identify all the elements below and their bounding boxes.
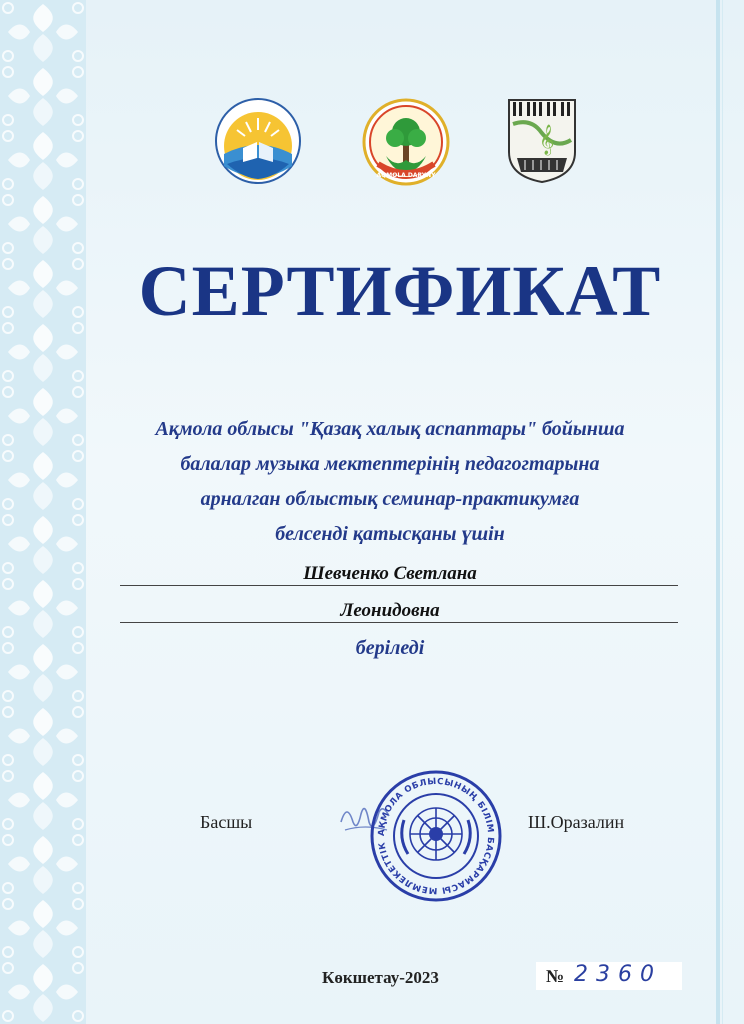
body-line-4: белсенді қатысқаны үшін (275, 523, 505, 545)
signer-role: Басшы (200, 812, 253, 832)
right-border-line (716, 0, 720, 1024)
right-border-line-thin (722, 0, 723, 1024)
education-department-logo (213, 96, 303, 186)
number-sign: № (546, 966, 565, 986)
certificate-title: СЕРТИФИКАТ (138, 251, 662, 331)
seal-ring-text: АҚМОЛА ОБЛЫСЫНЫҢ БІЛІМ БАСҚАРМАСЫ МЕМЛЕКЕТТІК (376, 776, 496, 896)
body-line-1: Ақмола облысы "Қазақ халық аспаптары" бойынша (155, 418, 625, 440)
recipient-name-line-1: Шевченко Светлана (303, 563, 477, 584)
place-year: Көкшетау-2023 (322, 968, 439, 987)
given-text: беріледі (355, 637, 425, 659)
svg-text:AQMOLA DARYNY: AQMOLA DARYNY (376, 172, 436, 179)
certificate-number: 2360 (574, 962, 662, 987)
state-seal (368, 768, 504, 904)
body-line-2: балалар музыка мектептерінің педагогтарына (180, 453, 600, 475)
body-line-3: арналган облыстық семинар-практикумға (200, 488, 580, 510)
name-underline-1 (120, 585, 678, 586)
music-school-logo (505, 96, 579, 184)
svg-text:𝄞: 𝄞 (539, 125, 555, 155)
signer-name: Ш.Оразалин (528, 812, 625, 832)
name-underline-2 (120, 622, 678, 623)
recipient-name-line-2: Леонидовна (340, 600, 440, 621)
akmola-daryny-logo (362, 98, 450, 186)
ornamental-border (0, 0, 86, 1024)
